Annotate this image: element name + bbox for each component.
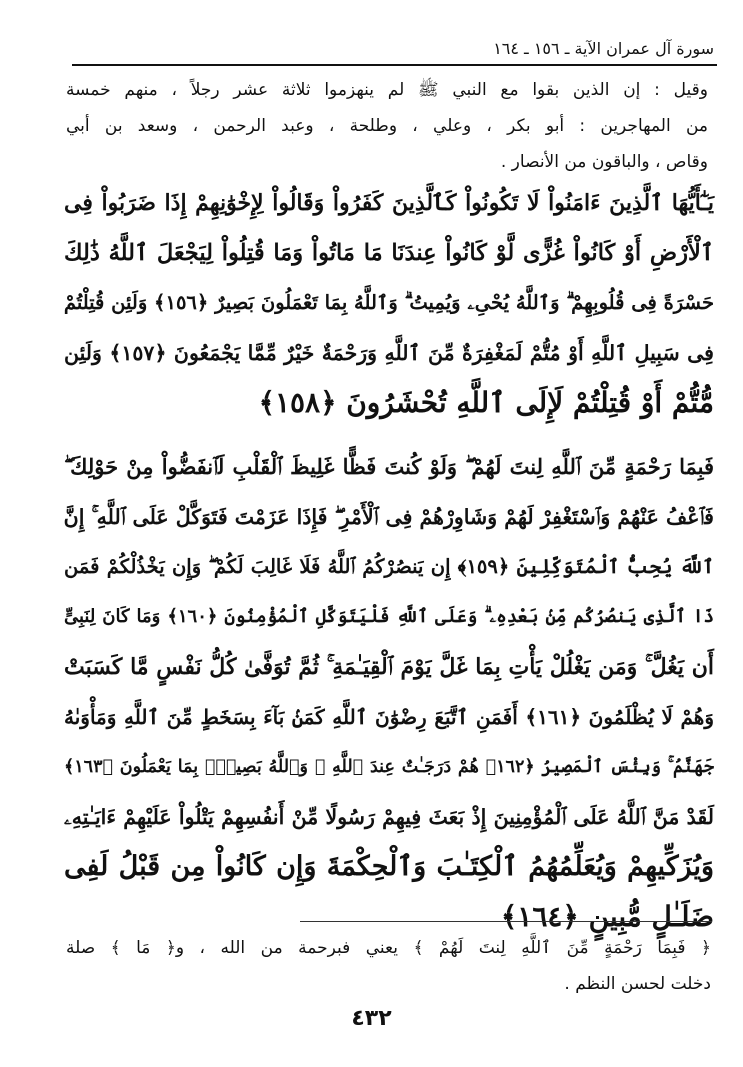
footnote-line: ﴿ فَبِمَا رَحْمَةٍ مِّنَ ٱللَّهِ لِنتَ لَهُمْ ﴾ يعني فبرحمة من الله ، و﴿ مَا ﴾ صلة [66, 938, 711, 958]
intro-paragraph [66, 72, 708, 180]
quran-verses-block-2 [64, 442, 714, 942]
page-number: ٤٣٢ [351, 1006, 392, 1031]
footnote [66, 930, 711, 1002]
verse-line: وَهُمْ لَا يُظْلَمُونَ ﴿١٦١﴾ أَفَمَنِ ٱتَّبَعَ رِضْوَٰنَ ٱللَّهِ كَمَنۢ بَآءَ بِسَخَطٍ مِّنَ ٱللَّهِ وَمَأْوَىٰهُ [64, 705, 714, 729]
intro-line: وقاص ، والباقون من الأنصار . [500, 152, 708, 172]
verse-line: ضَلَـٰلٍ مُّبِينٍ ﴿١٦٤﴾ [500, 900, 714, 933]
verse-line: ٱلْأَرْضِ أَوْ كَانُواْ غُزًّى لَّوْ كَانُواْ عِندَنَا مَا مَاتُواْ وَمَا قُتِلُواْ لِيَجْعَلَ ٱللَّهُ ذَٰلِكَ [64, 240, 714, 266]
verse-line: وَيُزَكِّيهِمْ وَيُعَلِّمُهُمُ ٱلْكِتَـٰبَ وَٱلْحِكْمَةَ وَإِن كَانُواْ مِن قَبْلُ لَفِى [64, 851, 714, 882]
header-divider [72, 64, 717, 66]
verse-line: فَبِمَا رَحْمَةٍ مِّنَ ٱللَّهِ لِنتَ لَهُمْ ۖ وَلَوْ كُنتَ فَظًّا غَلِيظَ ٱلْقَلْبِ لَٱنفَضُّواْ مِنْ حَوْلِكَ ۖ [64, 454, 714, 479]
verse-line: لَقَدْ مَنَّ ٱللَّهُ عَلَى ٱلْمُؤْمِنِينَ إِذْ بَعَثَ فِيهِمْ رَسُولًا مِّنْ أَنفُسِهِمْ يَتْلُواْ عَلَيْهِمْ ءَايَـٰتِهِۦ [64, 805, 714, 829]
footnote-divider [300, 921, 712, 922]
verse-line: حَسْرَةً فِى قُلُوبِهِمْ ۗ وَٱللَّهُ يُحْىِۦ وَيُمِيتُ ۗ وَٱللَّهُ بِمَا تَعْمَلُونَ بَصِيرٌ ﴿١٥٦﴾ وَلَئِن قُتِلْتُمْ [63, 291, 714, 314]
footnote-line: دخلت لحسن النظم . [564, 974, 711, 994]
verse-line: فِى سَبِيلِ ٱللَّهِ أَوْ مُتُّمْ لَمَغْفِرَةٌ مِّنَ ٱللَّهِ وَرَحْمَةٌ خَيْرٌ مِّمَّا يَجْمَعُونَ ﴿١٥٧﴾ وَلَئِن [64, 341, 714, 365]
intro-line: من المهاجرين : أبو بكر ، وعلي ، وطلحة ، وعبد الرحمن ، وسعد بن أبي [66, 116, 708, 136]
intro-line: وقيل : إن الذين بقوا مع النبي ﷺ لم ينهزموا ثلاثة عشر رجلاً ، منهم خمسة [66, 80, 708, 100]
verse-line: ذَا ٱلَّذِى يَنصُرُكُم مِّنۢ بَعْدِهِۦ ۗ وَعَلَى ٱللَّهِ فَلْيَتَوَكَّلِ ٱلْمُؤْمِنُونَ ﴿١٦٠﴾ وَمَا كَانَ لِنَبِىٍّ [64, 606, 714, 627]
page-header-title: سورة آل عمران الآية ـ ١٥٦ ـ ١٦٤ [493, 39, 714, 58]
verse-line: مُّتُّمْ أَوْ قُتِلْتُمْ لَإِلَى ٱللَّهِ تُحْشَرُونَ ﴿١٥٨﴾ [258, 386, 714, 419]
quran-verses-block-1 [64, 178, 714, 428]
verse-line: جَهَنَّمُ ۚ وَبِئْسَ ٱلْمَصِيرُ ﴿١٦٢﴾ هُمْ دَرَجَـٰتٌ عِندَ ٱللَّهِ ۗ وَٱللَّهُ بَصِيرٌۢ بِمَا يَعْمَلُونَ ﴿١٦٣﴾ [64, 757, 714, 777]
verse-line: أَن يَغُلَّ ۚ وَمَن يَغْلُلْ يَأْتِ بِمَا غَلَّ يَوْمَ ٱلْقِيَـٰمَةِ ۚ ثُمَّ تُوَفَّىٰ كُلُّ نَفْسٍ مَّا كَسَبَتْ [64, 654, 714, 680]
verse-line: يَـٰٓأَيُّهَا ٱلَّذِينَ ءَامَنُواْ لَا تَكُونُواْ كَٱلَّذِينَ كَفَرُواْ وَقَالُواْ لِإِخْوَٰنِهِمْ إِذَا ضَرَبُواْ فِى [64, 190, 714, 216]
verse-line: فَٱعْفُ عَنْهُمْ وَٱسْتَغْفِرْ لَهُمْ وَشَاوِرْهُمْ فِى ٱلْأَمْرِ ۖ فَإِذَا عَزَمْتَ فَتَوَكَّلْ عَلَى ٱللَّهِ ۚ إِنَّ [63, 505, 714, 529]
verse-line: ٱللَّهَ يُحِبُّ ٱلْمُتَوَكِّلِينَ ﴿١٥٩﴾ إِن يَنصُرْكُمُ ٱللَّهُ فَلَا غَالِبَ لَكُمْ ۖ وَإِن يَخْذُلْكُمْ فَمَن [64, 555, 714, 578]
